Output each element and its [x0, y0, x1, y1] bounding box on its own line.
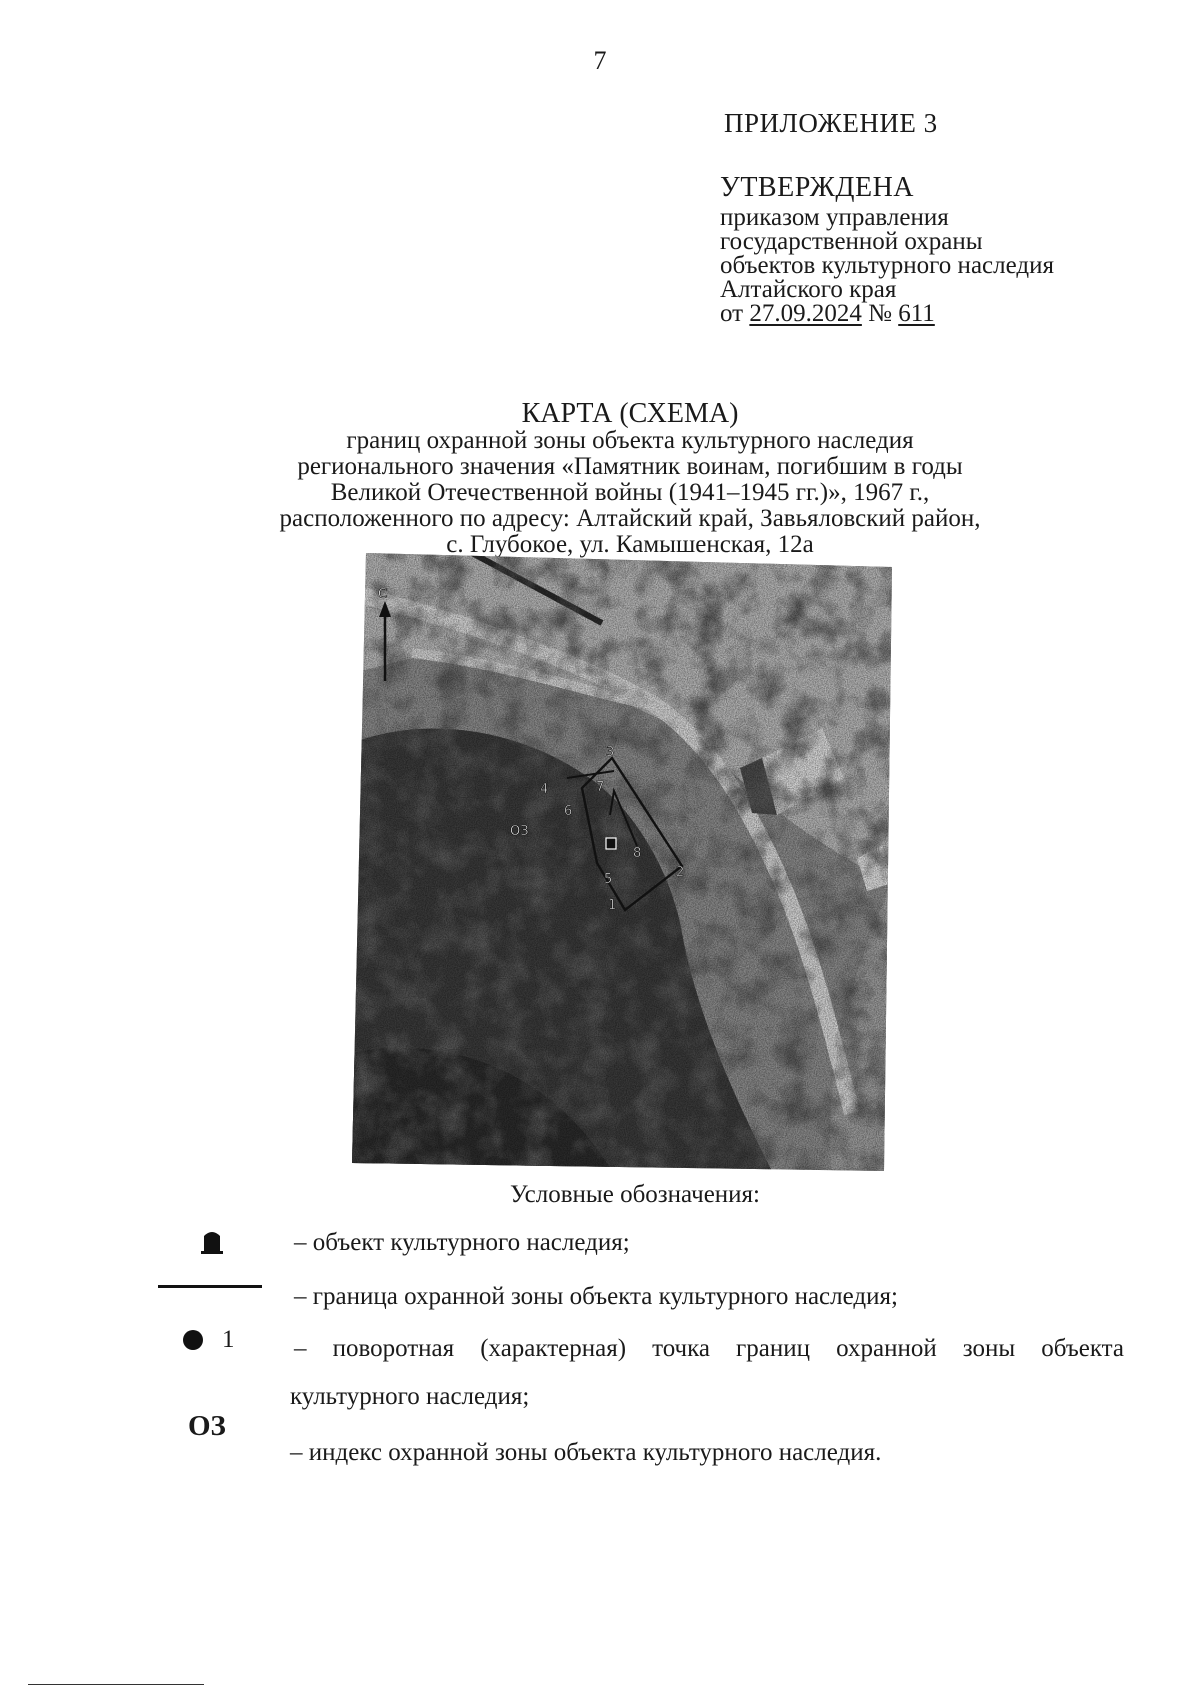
legend-item-zone-index: – индекс охранной зоны объекта культурного наследия.: [290, 1439, 882, 1466]
map-point-label: 1: [608, 898, 617, 913]
satellite-map: [352, 553, 892, 1171]
appendix-label: ПРИЛОЖЕНИЕ 3: [724, 108, 938, 138]
approval-date-line: [720, 302, 1160, 326]
map-title: КАРТА (СХЕМА): [521, 398, 739, 429]
monument-icon: [200, 1228, 224, 1254]
boundary-line-symbol: [158, 1285, 262, 1288]
title-block: [200, 400, 1060, 558]
title-line: расположенного по адресу: Алтайский край, Завьяловский район,: [279, 505, 981, 532]
map-zone-index: ОЗ: [510, 824, 529, 839]
approval-line: объектов культурного наследия: [720, 252, 1054, 279]
legend-item-monument: – объект культурного наследия;: [294, 1229, 630, 1256]
approval-line: приказом управления: [720, 204, 949, 231]
approval-date: 27.09.2024: [749, 300, 862, 327]
map-point-label: 3: [606, 745, 615, 760]
page-number: 7: [593, 46, 607, 75]
number-prefix: №: [861, 300, 899, 327]
approval-line: государственной охраны: [720, 228, 983, 255]
map-point-label: 8: [633, 846, 642, 861]
turning-point-symbol-number: 1: [222, 1326, 235, 1353]
approval-number: 611: [898, 300, 935, 327]
zone-index-symbol: ОЗ: [188, 1410, 226, 1442]
map-point-label: 6: [564, 804, 573, 819]
approval-block: [720, 172, 1160, 326]
legend-item-turning-point: – поворотная (характерная) точка границ охранной зоны объекта: [294, 1335, 1124, 1362]
map-north-label: С: [378, 587, 388, 602]
map-point-label: 7: [596, 780, 605, 795]
title-line: регионального значения «Памятник воинам, погибшим в годы: [297, 453, 963, 480]
date-prefix: от: [720, 300, 750, 327]
approval-line: Алтайского края: [720, 276, 897, 303]
map-point-label: 5: [604, 872, 613, 887]
title-line: Великой Отечественной войны (1941–1945 гг.)», 1967 г.,: [330, 479, 930, 506]
turning-point-symbol: [183, 1330, 203, 1350]
map-point-label: 2: [676, 865, 685, 880]
legend-title: Условные обозначения:: [509, 1181, 761, 1208]
map-point-label: 4: [540, 782, 549, 797]
legend-item-turning-point-cont: культурного наследия;: [290, 1383, 530, 1410]
title-line: с. Глубокое, ул. Камышенская, 12а: [446, 531, 814, 558]
legend-item-boundary: – граница охранной зоны объекта культурного наследия;: [294, 1283, 898, 1310]
title-line: границ охранной зоны объекта культурного наследия: [346, 427, 914, 454]
approved-label: УТВЕРЖДЕНА: [720, 172, 915, 203]
footer-rule: [28, 1684, 204, 1685]
